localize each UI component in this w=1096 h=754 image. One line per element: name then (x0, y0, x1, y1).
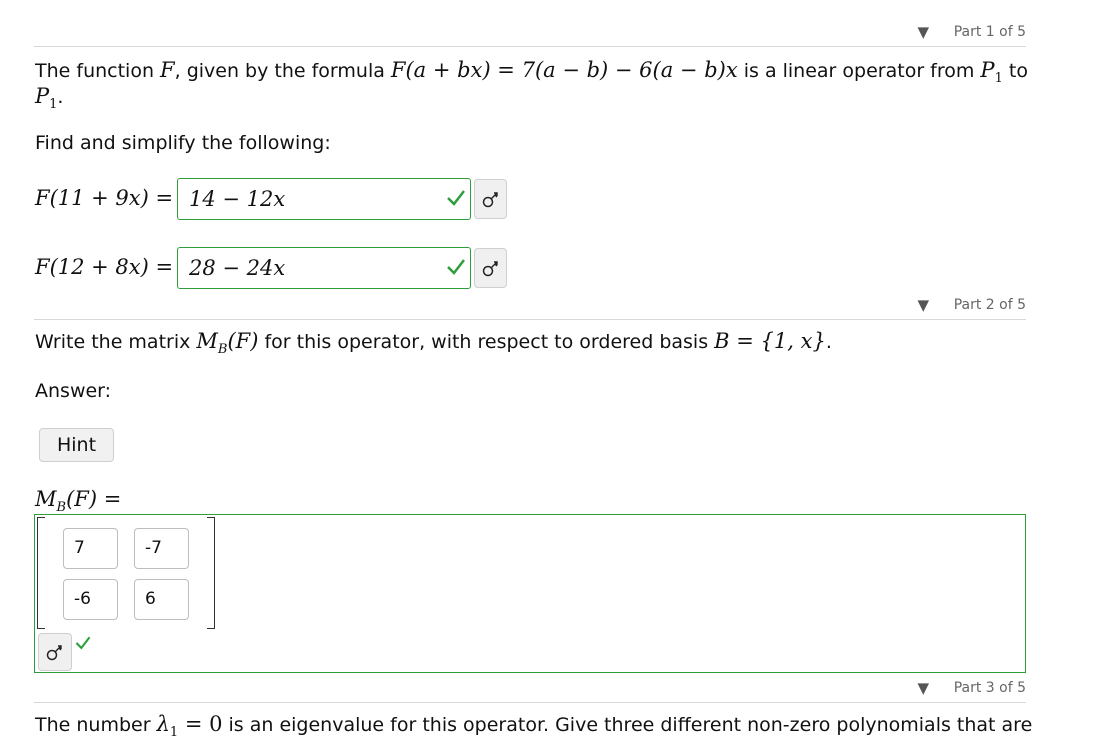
q2-answer-input[interactable] (177, 247, 471, 289)
q2-answer-value: 28 − 24x (189, 256, 286, 280)
part-2-prompt (35, 329, 832, 362)
intro-text: The function (35, 60, 161, 82)
function-symbol: F (160, 58, 175, 82)
prompt-text: is an eigenvalue for this operator. Give three different non-zero polynomials that are (222, 714, 1033, 736)
answer-label: Answer: (35, 380, 112, 402)
matrix-cell-r1c1[interactable]: 7 (63, 528, 118, 569)
eigenvalue-subscript: 1 (169, 724, 179, 740)
answer-key-button[interactable] (474, 248, 507, 288)
matrix-argument: (F) (227, 329, 259, 353)
correct-check-icon (445, 187, 467, 209)
part-1-intro-cont (35, 84, 63, 117)
prompt-text: . (825, 331, 832, 353)
key-icon (482, 260, 500, 278)
matrix-subscript: B (217, 341, 228, 357)
prompt-text: The number (35, 714, 157, 736)
space-symbol: P (980, 58, 995, 82)
hint-button[interactable]: Hint (39, 428, 114, 462)
part-1-label: Part 1 of 5 (953, 24, 1026, 40)
collapse-triangle-icon[interactable]: ▼ (917, 296, 929, 314)
q2-label: F(12 + 8x) = (35, 255, 174, 279)
matrix-cell-r2c1[interactable]: -6 (63, 579, 118, 620)
matrix-answer-area (34, 514, 1026, 673)
intro-text: to (1002, 60, 1028, 82)
intro-text: . (57, 86, 64, 108)
collapse-triangle-icon[interactable]: ▼ (917, 679, 929, 697)
matrix-argument: (F) = (66, 487, 122, 511)
left-bracket (37, 517, 45, 629)
eigenvalue-equation: = 0 (178, 712, 223, 736)
intro-text: is a linear operator from (737, 60, 981, 82)
correct-check-icon (73, 634, 93, 652)
eigenvalue-symbol: λ (156, 712, 170, 736)
space-subscript: 1 (994, 70, 1003, 86)
q1-label: F(11 + 9x) = (35, 186, 174, 210)
key-icon (482, 191, 500, 209)
matrix-subscript: B (56, 499, 67, 515)
part-3-prompt (35, 712, 1032, 745)
collapse-triangle-icon[interactable]: ▼ (917, 23, 929, 41)
q1-answer-input[interactable] (177, 178, 471, 220)
part-3-header[interactable] (34, 678, 1026, 703)
matrix-symbol: M (35, 487, 57, 511)
part-1-header[interactable] (34, 22, 1026, 47)
answer-key-button[interactable] (474, 179, 507, 219)
find-instruction: Find and simplify the following: (35, 132, 331, 154)
space-symbol: P (35, 84, 50, 108)
q1-answer-value: 14 − 12x (189, 187, 286, 211)
right-bracket (207, 517, 215, 629)
prompt-text: for this operator, with respect to ordered basis (258, 331, 715, 353)
correct-check-icon (445, 256, 467, 278)
prompt-text: Write the matrix (35, 331, 197, 353)
part-2-header[interactable] (34, 295, 1026, 320)
operator-formula: F(a + bx) = 7(a − b) − 6(a − b)x (390, 58, 738, 82)
matrix-cell-r1c2[interactable]: -7 (134, 528, 189, 569)
part-1-intro (35, 58, 1028, 91)
matrix-cell-r2c2[interactable]: 6 (134, 579, 189, 620)
space-subscript: 1 (49, 96, 58, 112)
part-2-label: Part 2 of 5 (953, 297, 1026, 313)
part-3-label: Part 3 of 5 (953, 680, 1026, 696)
answer-key-button[interactable] (38, 633, 72, 671)
matrix-symbol: M (196, 329, 218, 353)
intro-text: , given by the formula (174, 60, 391, 82)
key-icon (46, 644, 64, 662)
basis-formula: B = {1, x} (714, 329, 826, 353)
